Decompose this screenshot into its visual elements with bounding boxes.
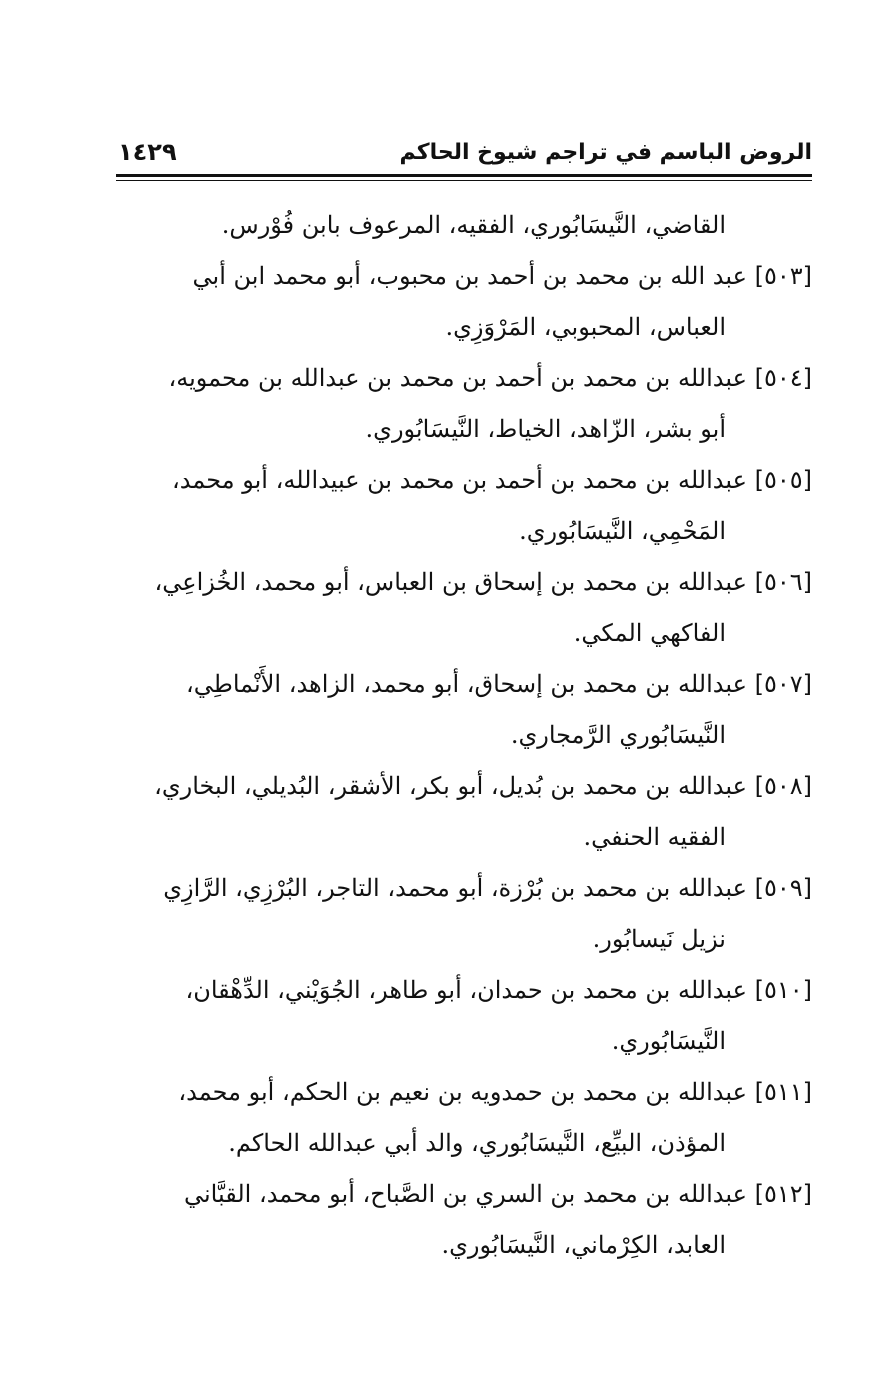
entry-text: عبد الله بن محمد بن أحمد بن محبوب، أبو محمد ابن أبي <box>192 262 747 290</box>
entry-first-line <box>116 1067 812 1118</box>
entries-body <box>116 200 812 1271</box>
entry-text: عبدالله بن محمد بن إسحاق بن العباس، أبو محمد، الخُزاعِي، <box>154 568 747 596</box>
entry-first-line <box>116 557 812 608</box>
entry <box>116 863 812 965</box>
entry-first-line <box>116 659 812 710</box>
entry-first-line <box>116 353 812 404</box>
entry-continuation: المؤذن، البيِّع، النَّيسَابُوري، والد أبي عبدالله الحاكم. <box>228 1129 726 1157</box>
entry-number: [٥٠٧] <box>754 670 812 698</box>
entry <box>116 1169 812 1271</box>
entry-text: عبدالله بن محمد بن أحمد بن محمد بن عبيدالله، أبو محمد، <box>172 466 747 494</box>
entry <box>116 659 812 761</box>
entry-text: عبدالله بن محمد بن حمدويه بن نعيم بن الحكم، أبو محمد، <box>178 1078 747 1106</box>
entry-number: [٥٠٤] <box>754 364 812 392</box>
entry-text: عبدالله بن محمد بن أحمد بن محمد بن عبدالله بن محمويه، <box>168 364 747 392</box>
entry-continuation: النَّيسَابُوري الرَّمجاري. <box>510 721 726 749</box>
entry-number: [٥٠٦] <box>754 568 812 596</box>
entry-continuation: أبو بشر، الزّاهد، الخياط، النَّيسَابُوري. <box>365 415 726 443</box>
entry-text: عبدالله بن محمد بن بُديل، أبو بكر، الأشقر، البُديلي، البخاري، <box>154 772 747 800</box>
running-title: الروض الباسم في تراجم شيوخ الحاكم <box>399 140 812 165</box>
entry-continuation: نزيل نَيسابُور. <box>592 925 726 953</box>
entry-first-line <box>116 761 812 812</box>
entry-text: عبدالله بن محمد بن بُرْزة، أبو محمد، التاجر، البُرْزِي، الرَّازِي <box>163 874 747 902</box>
entry <box>116 455 812 557</box>
entry <box>116 965 812 1067</box>
header-rule-thin <box>116 180 812 181</box>
entry <box>116 251 812 353</box>
entry-first-line <box>116 251 812 302</box>
entry-continuation: العابد، الكِرْماني، النَّيسَابُوري. <box>441 1231 726 1259</box>
entry-number: [٥٠٣] <box>754 262 812 290</box>
entry <box>116 761 812 863</box>
entry <box>116 1067 812 1169</box>
entry-number: [٥١٢] <box>754 1180 812 1208</box>
entry-continuation: العباس، المحبوبي، المَرْوَزِي. <box>445 313 726 341</box>
page-header <box>118 138 812 172</box>
page-number: ١٤٢٩ <box>118 138 177 166</box>
entry-number: [٥٠٩] <box>754 874 812 902</box>
entry-number: [٥٠٥] <box>754 466 812 494</box>
entry-first-line <box>116 1169 812 1220</box>
entry-continuation: الفاكهي المكي. <box>573 619 726 647</box>
entry-first-line <box>116 455 812 506</box>
entry-first-line <box>116 863 812 914</box>
entry-continuation: النَّيسَابُوري. <box>611 1027 726 1055</box>
entry-continuation: الفقيه الحنفي. <box>583 823 726 851</box>
header-rule-thick <box>116 174 812 177</box>
entry-text: عبدالله بن محمد بن السري بن الصَّباح، أبو محمد، القبَّاني <box>183 1180 747 1208</box>
entry-number: [٥٠٨] <box>754 772 812 800</box>
entry <box>116 353 812 455</box>
entry-continuation: المَحْمِي، النَّيسَابُوري. <box>519 517 726 545</box>
entry-text: عبدالله بن محمد بن إسحاق، أبو محمد، الزاهد، الأَنْماطِي، <box>186 670 747 698</box>
entries-list <box>116 251 812 1271</box>
continuation-line: القاضي، النَّيسَابُوري، الفقيه، المرعوف بابن فُوْرس. <box>221 211 726 239</box>
entry <box>116 557 812 659</box>
entry-number: [٥١٠] <box>754 976 812 1004</box>
entry-first-line <box>116 965 812 1016</box>
entry-text: عبدالله بن محمد بن حمدان، أبو طاهر، الجُوَيْني، الدِّهْقان، <box>185 976 747 1004</box>
entry-number: [٥١١] <box>754 1078 812 1106</box>
